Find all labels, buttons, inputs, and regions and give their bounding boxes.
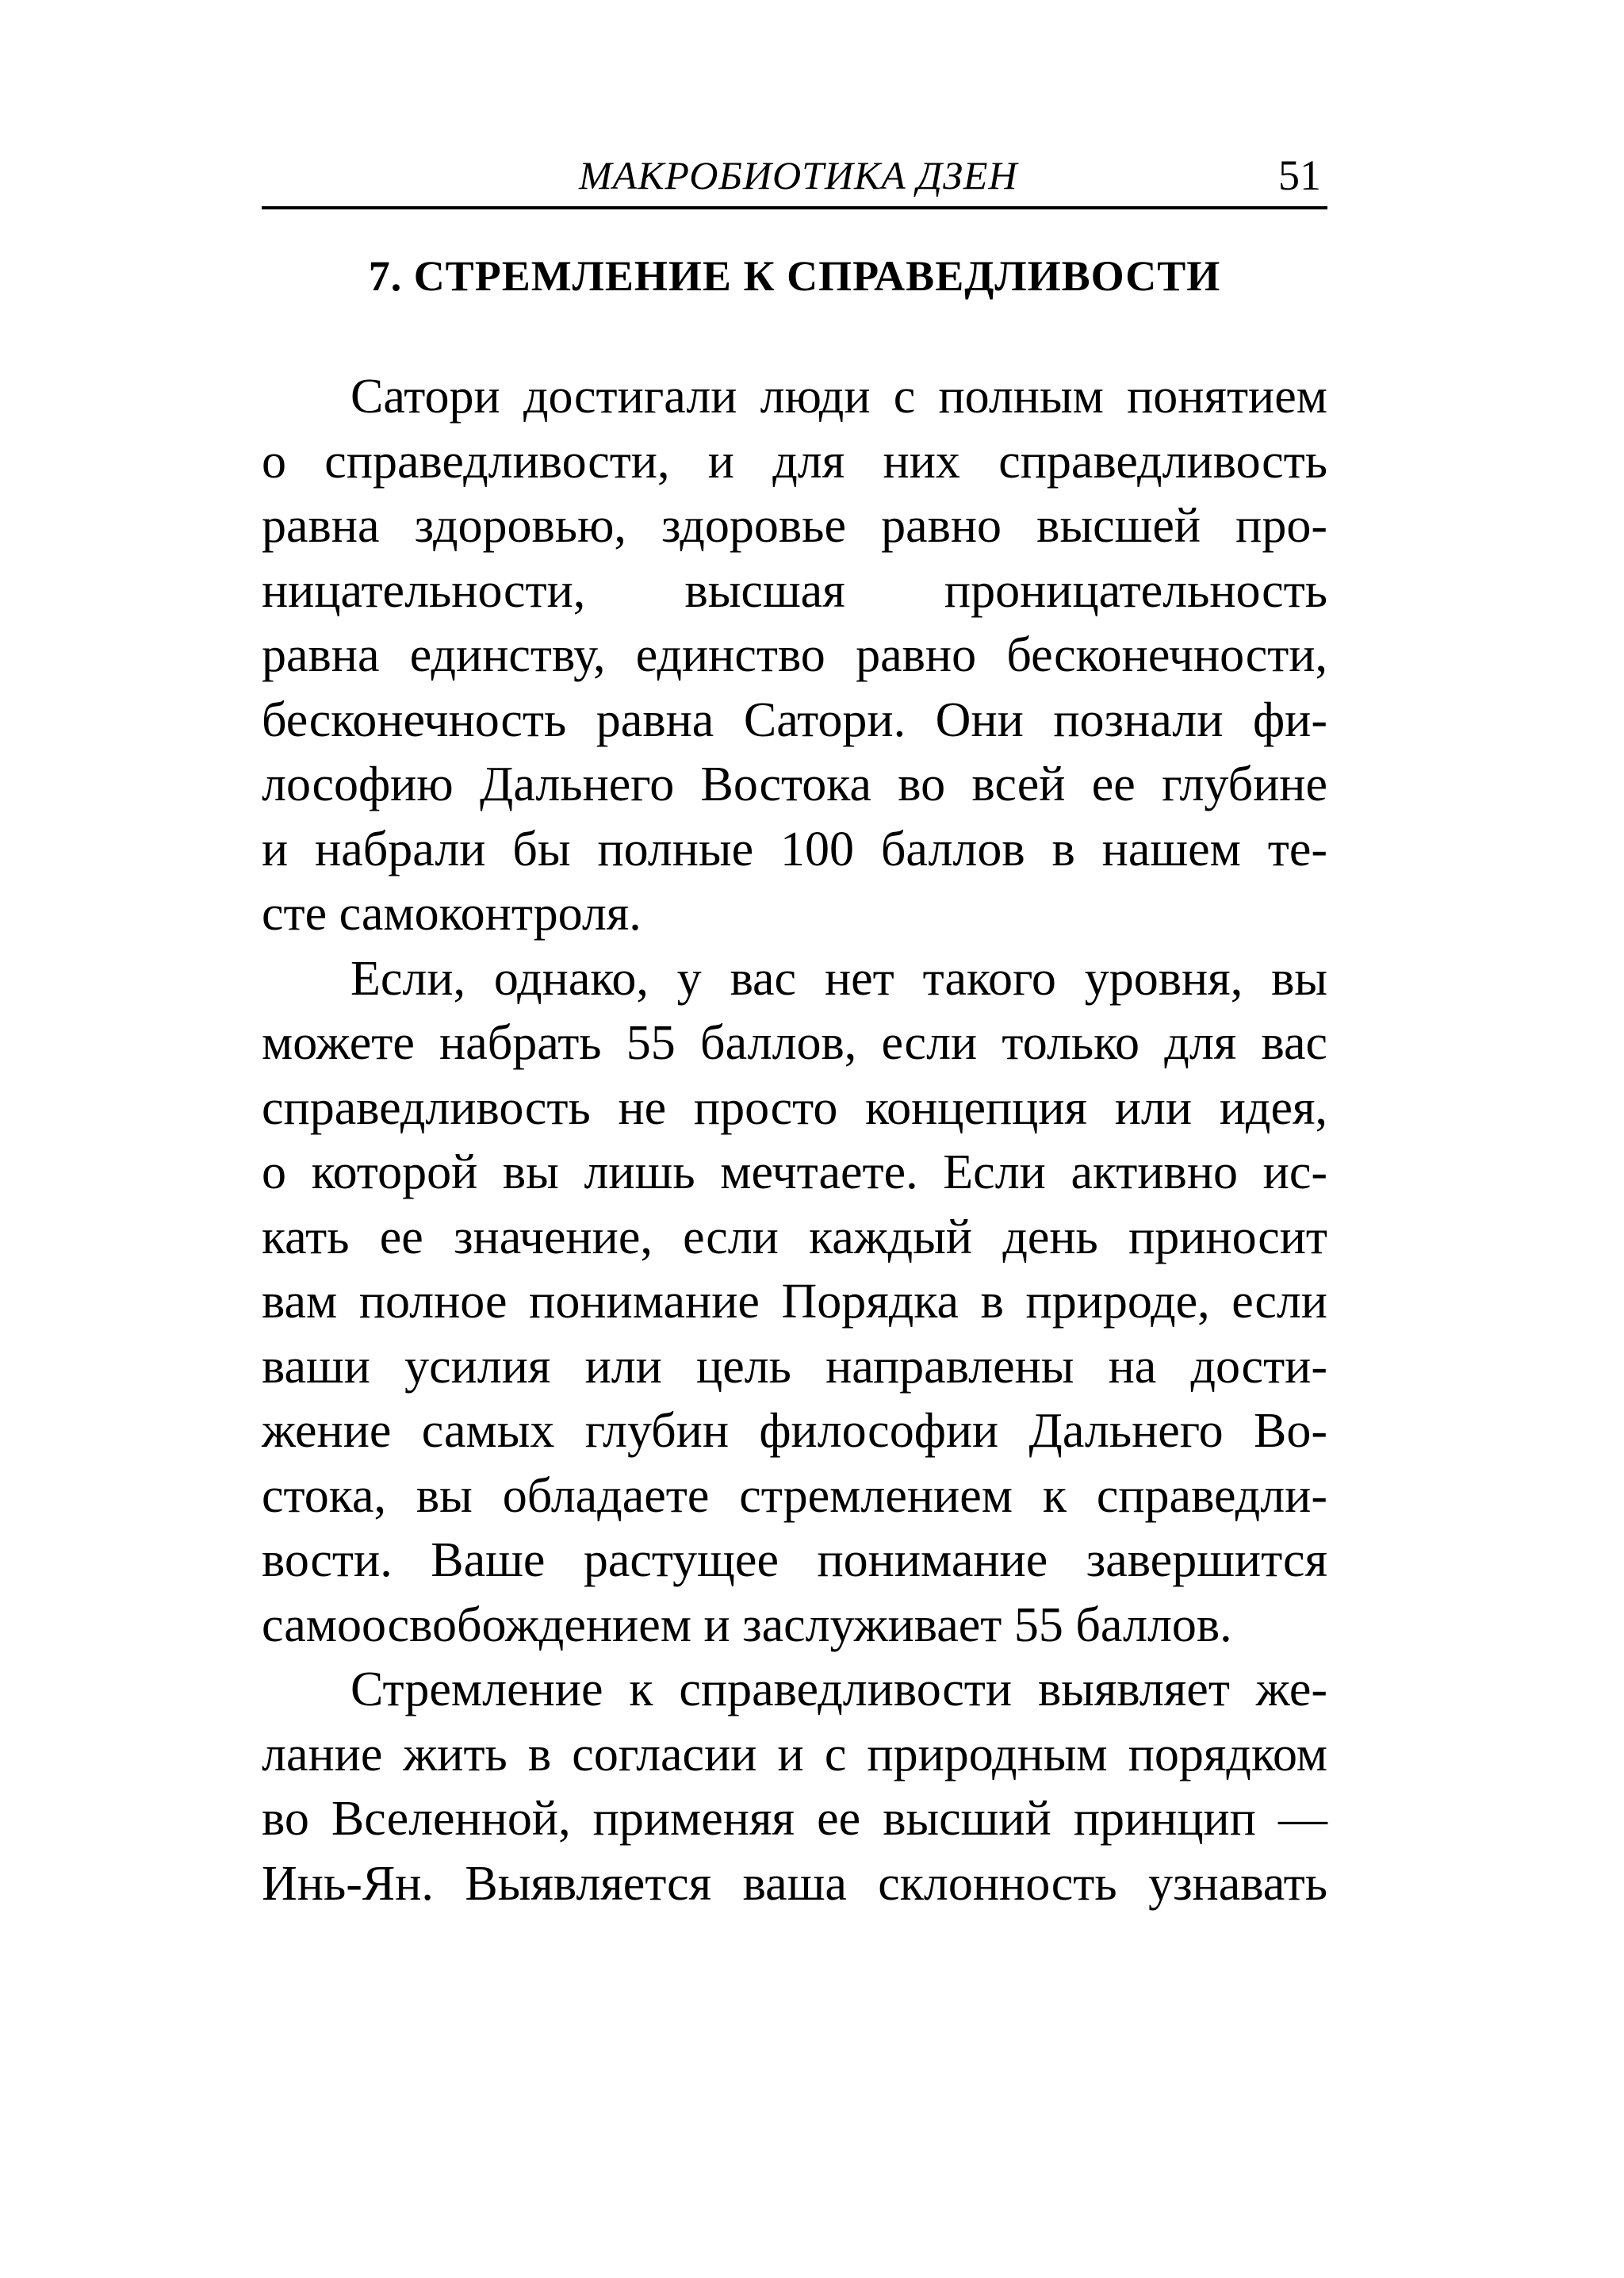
paragraph bbox=[262, 947, 1327, 1659]
page-number: 51 bbox=[1278, 151, 1321, 199]
text-line: можете набрать 55 баллов, если только для вас bbox=[262, 1016, 1327, 1070]
text-line: во Вселенной, применяя ее высший принцип — bbox=[262, 1792, 1327, 1846]
text-line: стока, вы обладаете стремлением к справедли- bbox=[262, 1468, 1327, 1523]
text-line: сте самоконтроля. bbox=[262, 887, 642, 941]
paragraph bbox=[262, 365, 1327, 947]
text-line: кать ее значение, если каждый день приносит bbox=[262, 1210, 1327, 1264]
text-line: Если, однако, у вас нет такого уровня, вы bbox=[350, 951, 1327, 1006]
text-line: равна здоровью, здоровье равно высшей про- bbox=[262, 499, 1327, 553]
text-line: Инь-Ян. Выявляется ваша склонность узнавать bbox=[262, 1856, 1327, 1911]
text-line: самоосвобождением и заслуживает 55 баллов. bbox=[262, 1597, 1232, 1652]
text-line: бесконечность равна Сатори. Они познали фи- bbox=[262, 692, 1327, 747]
text-line: Сатори достигали люди с полным понятием bbox=[350, 370, 1327, 424]
running-title: МАКРОБИОТИКА ДЗЕН bbox=[579, 153, 1018, 198]
text-line: о которой вы лишь мечтаете. Если активно ис- bbox=[262, 1145, 1327, 1199]
text-line: равна единству, единство равно бесконечности, bbox=[262, 628, 1327, 682]
body-text bbox=[262, 365, 1327, 1916]
running-header bbox=[262, 149, 1327, 209]
paragraph bbox=[262, 1658, 1327, 1916]
text-line: ваши усилия или цель направлены на дости- bbox=[262, 1339, 1327, 1394]
text-line: и набрали бы полные 100 баллов в нашем те- bbox=[262, 822, 1327, 876]
text-line: Стремление к справедливости выявляет же- bbox=[350, 1662, 1327, 1716]
text-line: вости. Ваше растущее понимание завершится bbox=[262, 1533, 1327, 1587]
text-line: лание жить в согласии и с природным порядком bbox=[262, 1727, 1327, 1781]
text-line: вам полное понимание Порядка в природе, если bbox=[262, 1275, 1327, 1329]
text-line: ницательности, высшая проницательность bbox=[262, 563, 1327, 618]
text-line: жение самых глубин философии Дальнего Во- bbox=[262, 1404, 1327, 1458]
chapter-heading: 7. СТРЕМЛЕНИЕ К СПРАВЕДЛИВОСТИ bbox=[368, 252, 1221, 300]
text-line: справедливость не просто концепция или идея, bbox=[262, 1080, 1327, 1135]
text-line: о справедливости, и для них справедливость bbox=[262, 434, 1327, 489]
text-line: лософию Дальнего Востока во всей ее глубине bbox=[262, 757, 1327, 811]
